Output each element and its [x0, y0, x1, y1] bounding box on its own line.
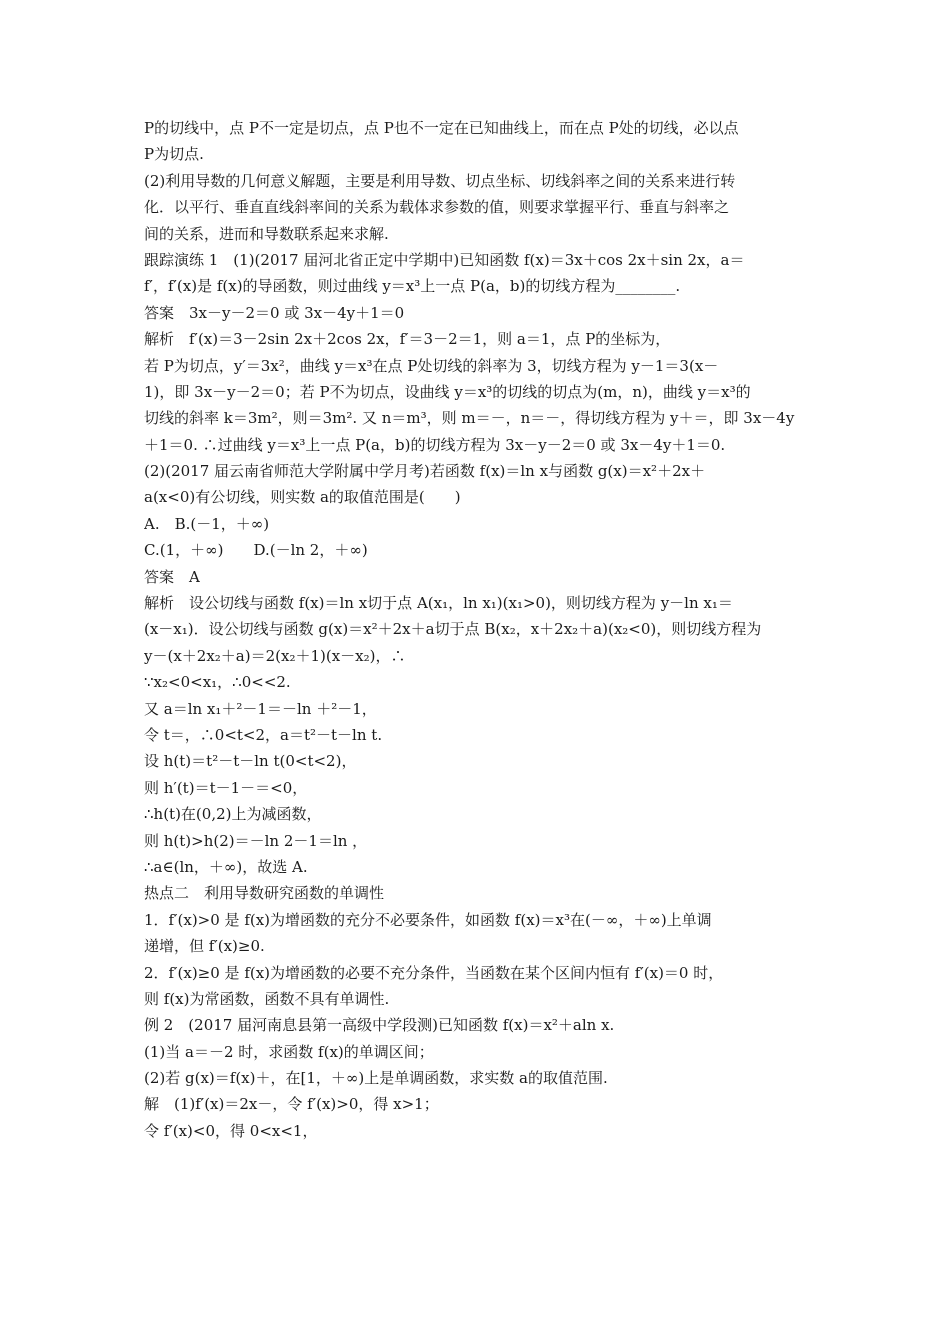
text-line: 切线的斜率 k＝3m²，则＝3m². 又 n＝m³，则 m＝－，n＝－，得切线方程为 y＋＝，即 3x－4y — [144, 409, 795, 428]
text-line: ∴h(t)在(0,2)上为减函数， — [144, 805, 322, 824]
text-line: 则 h(t)>h(2)＝－ln 2－1＝ln ， — [144, 831, 368, 850]
solution-line: 解 (1)f′(x)＝2x－，令 f′(x)>0，得 x>1； — [144, 1095, 439, 1114]
text-line: ＋1＝0. ∴过曲线 y＝x³上一点 P(a，b)的切线方程为 3x－y－2＝0 或 3x－4y＋1＝0. — [144, 435, 726, 454]
analysis-line: 解析 设公切线与函数 f(x)＝ln x切于点 A(x₁，ln x₁)(x₁>0)，则切线方程为 y－ln x₁＝ — [144, 594, 733, 613]
text-line: (2)(2017 届云南省师范大学附属中学月考)若函数 f(x)＝ln x与函数 g(x)＝x²＋2x＋ — [144, 462, 706, 481]
text-line: a(x<0)有公切线，则实数 a的取值范围是( ) — [144, 488, 461, 507]
answer-line: 答案 3x－y－2＝0 或 3x－4y＋1＝0 — [144, 303, 405, 322]
example-heading: 例 2 (2017 届河南息县第一高级中学段测)已知函数 f(x)＝x²＋aln x. — [144, 1016, 615, 1035]
text-line: 1．f′(x)>0 是 f(x)为增函数的充分不必要条件，如函数 f(x)＝x³在(－∞，＋∞)上单调 — [144, 910, 712, 929]
option-line: C.(1，＋∞) D.(－ln 2，＋∞) — [144, 541, 368, 560]
text-line: 设 h(t)＝t²－t－ln t(0<t<2)， — [144, 752, 357, 771]
text-line: (2)若 g(x)＝f(x)＋，在[1，＋∞)上是单调函数，求实数 a的取值范围. — [144, 1069, 608, 1088]
text-line: 则 f(x)为常函数，函数不具有单调性. — [144, 989, 390, 1008]
text-line: (1)当 a＝－2 时，求函数 f(x)的单调区间； — [144, 1042, 434, 1061]
text-line: 1)，即 3x－y－2＝0；若 P不为切点，设曲线 y＝x³的切线的切点为(m，n)，曲线 y＝x³的 — [144, 382, 751, 401]
text-line: ∴a∈(ln，＋∞)，故选 A. — [144, 857, 308, 876]
text-line: 则 h′(t)＝t－1－＝<0， — [144, 778, 308, 797]
section-heading: 热点二 利用导数研究函数的单调性 — [144, 884, 385, 903]
text-line: P为切点. — [144, 145, 204, 164]
text-line: 又 a＝ln x₁＋²－1＝－ln ＋²－1， — [144, 699, 377, 718]
text-line: (x－x₁)．设公切线与函数 g(x)＝x²＋2x＋a切于点 B(x₂，x＋2x₂＋a)(x₂<0)，则切线方程为 — [144, 620, 762, 639]
text-line: 令 f′(x)<0，得 0<x<1， — [144, 1121, 318, 1140]
analysis-line: 解析 f′(x)＝3－2sin 2x＋2cos 2x，f′＝3－2＝1，则 a＝1，点 P的坐标为， — [144, 330, 671, 349]
text-line: ∵x₂<0<x₁，∴0<<2. — [144, 673, 291, 692]
text-line: 令 t＝，∴0<t<2，a＝t²－t－ln t. — [144, 725, 383, 744]
exercise-heading: 跟踪演练 1 (1)(2017 届河北省正定中学期中)已知函数 f(x)＝3x＋cos 2x＋sin 2x，a＝ — [144, 250, 745, 269]
text-line: 化．以平行、垂直直线斜率间的关系为载体求参数的值，则要求掌握平行、垂直与斜率之 — [144, 198, 730, 217]
text-line: 若 P为切点，y′＝3x²，曲线 y＝x³在点 P处切线的斜率为 3，切线方程为 y－1＝3(x－ — [144, 356, 719, 375]
document-body — [144, 115, 816, 1144]
text-line: 递增，但 f′(x)≥0. — [144, 937, 265, 956]
option-line: A. B.(－1，＋∞) — [144, 514, 270, 533]
answer-line: 答案 A — [144, 567, 200, 586]
text-line: 间的关系，进而和导数联系起来求解. — [144, 224, 389, 243]
text-line: (2)利用导数的几何意义解题，主要是利用导数、切点坐标、切线斜率之间的关系来进行转 — [144, 171, 736, 190]
text-line: f′，f′(x)是 f(x)的导函数，则过曲线 y＝x³上一点 P(a，b)的切线方程为________. — [144, 277, 681, 296]
text-line: y－(x＋2x₂＋a)＝2(x₂＋1)(x－x₂)，∴ — [144, 646, 406, 665]
text-line: P的切线中，点 P不一定是切点，点 P也不一定在已知曲线上，而在点 P处的切线，必以点 — [144, 119, 739, 137]
text-line: 2．f′(x)≥0 是 f(x)为增函数的必要不充分条件，当函数在某个区间内恒有 f′(x)＝0 时， — [144, 963, 724, 982]
